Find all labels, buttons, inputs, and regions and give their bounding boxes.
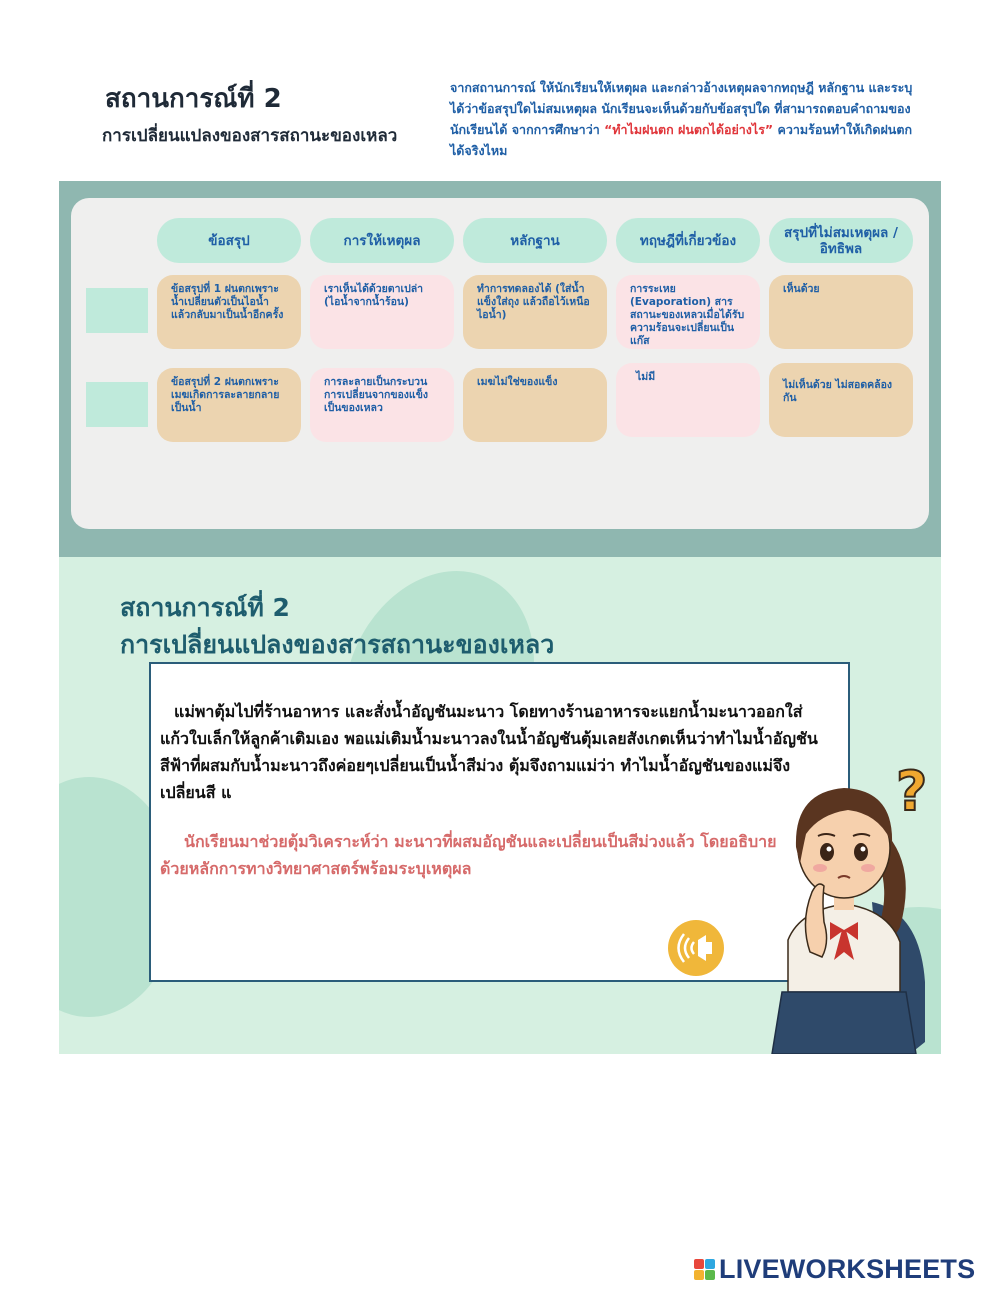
instruction-highlight: “ทำไมฝนตก ฝนตกได้อย่างไร”	[604, 122, 774, 137]
student-girl-illustration	[760, 752, 941, 1054]
column-header-conclusion: ข้อสรุป	[157, 218, 301, 263]
column-header-evidence: หลักฐาน	[463, 218, 607, 263]
row-1-reasoning-cell[interactable]: เราเห็นได้ด้วยตาเปล่า (ไอน้ำจากน้ำร้อน)	[310, 275, 454, 349]
story-text: แม่พาตุ้มไปที่ร้านอาหาร และสั่งน้ำอัญชันมะนาว โดยทางร้านอาหารจะแยกน้ำมะนาวออกใส่แก้วใบเล็กให้ลูกค้าเติมเอง พอแม่เติมน้ำมะนาวลงในน้ำอัญชันตุ้มเลยสังเกตเห็นว่าทำไมน้ำอัญชันสีฟ้าที่ผสมกับน้ำมะนาวถึงค่อยๆเปลี่ยนเป็นน้ำสีม่วง ตุ้มจึงถามแม่ว่า ทำไมน้ำอัญชันของแม่จึงเปลี่ยนสี แ	[160, 702, 818, 802]
row-1-conclusion-cell[interactable]: ข้อสรุปที่ 1 ฝนตกเพราะน้ำเปลี่ยนตัวเป็นไอน้ำ แล้วกลับมาเป็นน้ำอีกครั้ง	[157, 275, 301, 349]
row-2-evidence-cell[interactable]: เมฆไม่ใช่ของแข็ง	[463, 368, 607, 442]
question-text: นักเรียนมาช่วยตุ้มวิเคราะห์ว่า มะนาวที่ผสมอัญชันและเปลี่ยนเป็นสีม่วงแล้ว โดยอธิบายด้วยหลักการทางวิทยาศาสตร์พร้อมระบุเหตุผล	[160, 832, 777, 878]
scenario-subtitle: การเปลี่ยนแปลงของสารสถานะของเหลว	[120, 630, 555, 659]
instruction-part2: ความร้อนทำให้เกิดฝนตกได้จริงไหม	[450, 122, 913, 158]
row-2-theory-cell[interactable]: ไม่มี	[616, 363, 760, 437]
row-1-judgement-cell[interactable]: เห็นด้วย	[769, 275, 913, 349]
liveworksheets-brand[interactable]	[694, 1254, 975, 1285]
instruction-part1: จากสถานการณ์ ให้นักเรียนให้เหตุผล และกล่าวอ้างเหตุผลจากทฤษฎี หลักฐาน และระบุได้ว่าข้อสรุปใดไม่สมเหตุผล นักเรียนจะเห็นด้วยกับข้อสรุปใด ที่สามารถตอบคำถามของนักเรียนได้ จากการศึกษาว่า	[450, 80, 913, 137]
column-header-reasoning: การให้เหตุผล	[310, 218, 454, 263]
row-1-evidence-cell[interactable]: ทำการทดลองได้ (ใส่น้ำแข็งใส่ถุง แล้วถือไว้เหนือไอน้ำ)	[463, 275, 607, 349]
row-2-drop-target[interactable]	[86, 382, 148, 427]
column-header-theory: ทฤษฎีที่เกี่ยวข้อง	[616, 218, 760, 263]
row-2-judgement-cell[interactable]: ไม่เห็นด้วย ไม่สอดคล้องกัน	[769, 363, 913, 437]
page-subtitle: การเปลี่ยนแปลงของสารสถานะของเหลว	[102, 126, 398, 146]
speaker-icon	[668, 920, 724, 976]
column-header-judgement: สรุปที่ไม่สมเหตุผล / อิทธิพล	[769, 218, 913, 263]
instruction-text	[450, 77, 925, 161]
row-1-drop-target[interactable]	[86, 288, 148, 333]
row-2-conclusion-cell[interactable]: ข้อสรุปที่ 2 ฝนตกเพราะเมฆเกิดการละลายกลายเป็นน้ำ	[157, 368, 301, 442]
page-title: สถานการณ์ที่ 2	[105, 84, 282, 114]
question-mark-icon: ?	[896, 760, 928, 823]
audio-button[interactable]	[668, 920, 724, 976]
liveworksheets-wordmark: LIVEWORKSHEETS	[719, 1254, 976, 1284]
row-2-reasoning-cell[interactable]: การละลายเป็นกระบวนการเปลี่ยนจากของแข็งเป็นของเหลว	[310, 368, 454, 442]
row-1-theory-cell[interactable]: การระเหย (Evaporation) สารสถานะของเหลวเมื่อได้รับความร้อนจะเปลี่ยนเป็นแก๊ส	[616, 275, 760, 349]
scenario-title: สถานการณ์ที่ 2	[120, 593, 290, 622]
liveworksheets-logo-icon	[694, 1259, 715, 1280]
